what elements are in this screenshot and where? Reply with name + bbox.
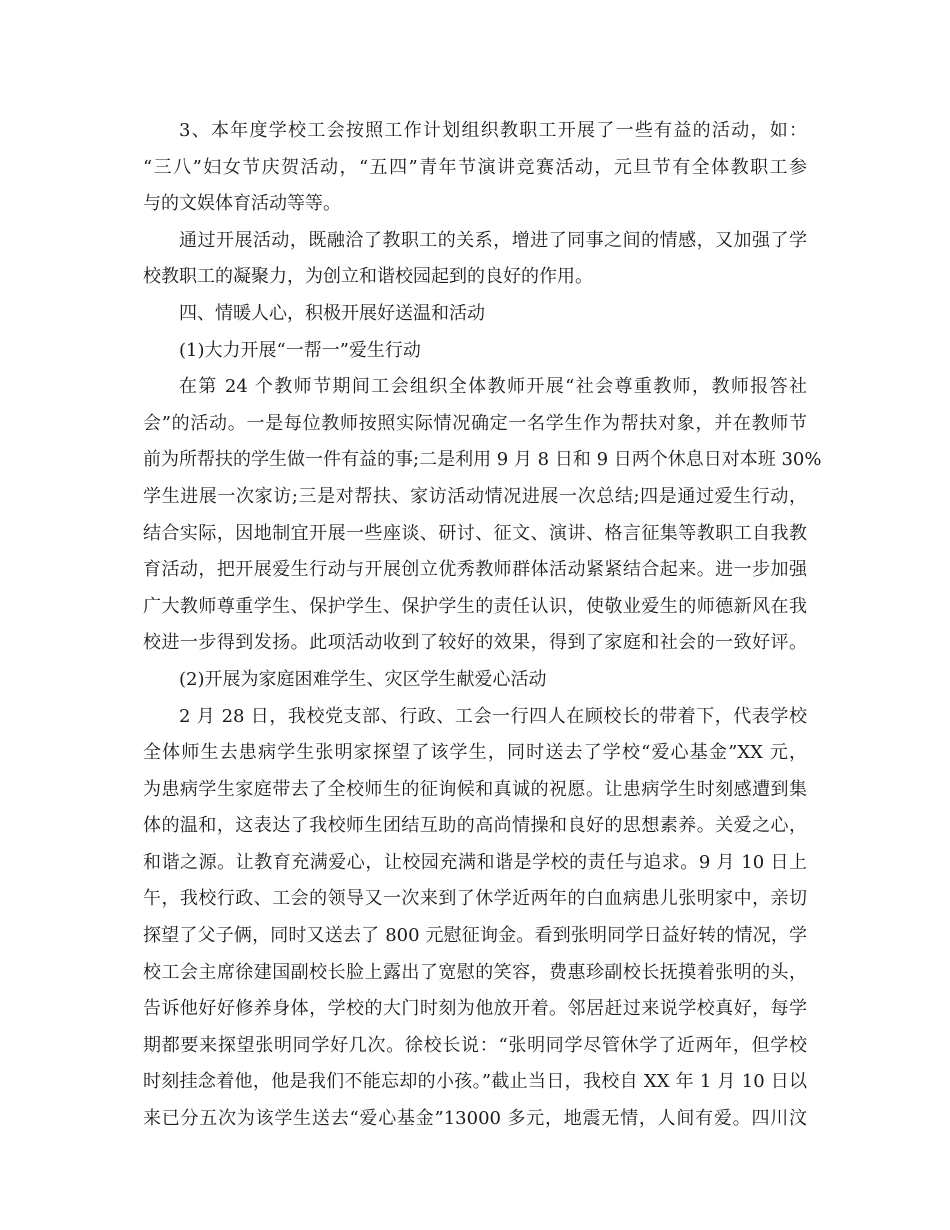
text-line: 体的温和，这表达了我校师生团结互助的高尚情操和良好的思想素养。关爱之心， — [143, 815, 807, 837]
text-line: 和谐之源。让教育充满爱心，让校园充满和谐是学校的责任与追求。9 月 10 日上 — [143, 851, 807, 873]
text-line: 全体师生去患病学生张明家探望了该学生，同时送去了学校“爱心基金”XX 元， — [143, 742, 807, 764]
text-line: 校工会主席徐建国副校长脸上露出了宽慰的笑容，费惠珍副校长抚摸着张明的头， — [143, 961, 807, 983]
text-line: 广大教师尊重学生、保护学生、保护学生的责任认识，使敬业爱生的师德新风在我 — [143, 595, 807, 617]
text-line: 为患病学生家庭带去了全校师生的征询候和真诚的祝愿。让患病学生时刻感遭到集 — [143, 778, 807, 800]
text-line: 2 月 28 日，我校党支部、行政、工会一行四人在顾校长的带着下，代表学校 — [179, 705, 807, 727]
text-line: 校进一步得到发扬。此项活动收到了较好的效果，得到了家庭和社会的一致好评。 — [143, 632, 807, 654]
text-line: 会”的活动。一是每位教师按照实际情况确定一名学生作为帮扶对象，并在教师节 — [143, 412, 807, 434]
text-line: “三八”妇女节庆贺活动，“五四”青年节演讲竞赛活动，元旦节有全体教职工参 — [143, 156, 807, 178]
text-line: 时刻挂念着他，他是我们不能忘却的小孩。”截止当日，我校自 XX 年 1 月 10 日以 — [143, 1071, 807, 1093]
text-line: 四、情暖人心，积极开展好送温和活动 — [179, 302, 485, 324]
text-line: 在第 24 个教师节期间工会组织全体教师开展“社会尊重教师，教师报答社 — [179, 376, 807, 398]
text-line: 午，我校行政、工会的领导又一次来到了休学近两年的白血病患儿张明家中，亲切 — [143, 888, 807, 910]
text-line: 通过开展活动，既融洽了教职工的关系，增进了同事之间的情感，又加强了学 — [179, 229, 807, 251]
text-line: 探望了父子俩，同时又送去了 800 元慰征询金。看到张明同学日益好转的情况，学 — [143, 925, 807, 947]
body-text — [143, 113, 822, 1138]
text-line: 告诉他好好修养身体，学校的大门时刻为他放开着。邻居赶过来说学校真好，每学 — [143, 998, 807, 1020]
text-line: 3、本年度学校工会按照工作计划组织教职工开展了一些有益的活动，如： — [179, 120, 807, 141]
text-line: 结合实际，因地制宜开展一些座谈、研讨、征文、演讲、格言征集等教职工自我教 — [143, 522, 807, 544]
text-line: (1)大力开展“一帮一”爱生行动 — [179, 339, 421, 361]
text-line: 期都要来探望张明同学好几次。徐校长说：“张明同学尽管休学了近两年，但学校 — [143, 1034, 807, 1056]
text-line: 与的文娱体育活动等等。 — [143, 193, 341, 215]
text-line: 校教职工的凝聚力，为创立和谐校园起到的良好的作用。 — [143, 266, 593, 288]
text-line: 来已分五次为该学生送去“爱心基金”13000 多元，地震无情，人间有爱。四川汶 — [143, 1108, 807, 1130]
text-line: 育活动，把开展爱生行动与开展创立优秀教师群体活动紧紧结合起来。进一步加强 — [143, 559, 807, 581]
text-line: (2)开展为家庭困难学生、灾区学生献爱心活动 — [179, 668, 547, 690]
text-line: 学生进展一次家访;三是对帮扶、家访活动情况进展一次总结;四是通过爱生行动， — [143, 485, 807, 507]
text-line: 前为所帮扶的学生做一件有益的事;二是利用 9 月 8 日和 9 日两个休息日对本班 30% — [143, 449, 822, 471]
